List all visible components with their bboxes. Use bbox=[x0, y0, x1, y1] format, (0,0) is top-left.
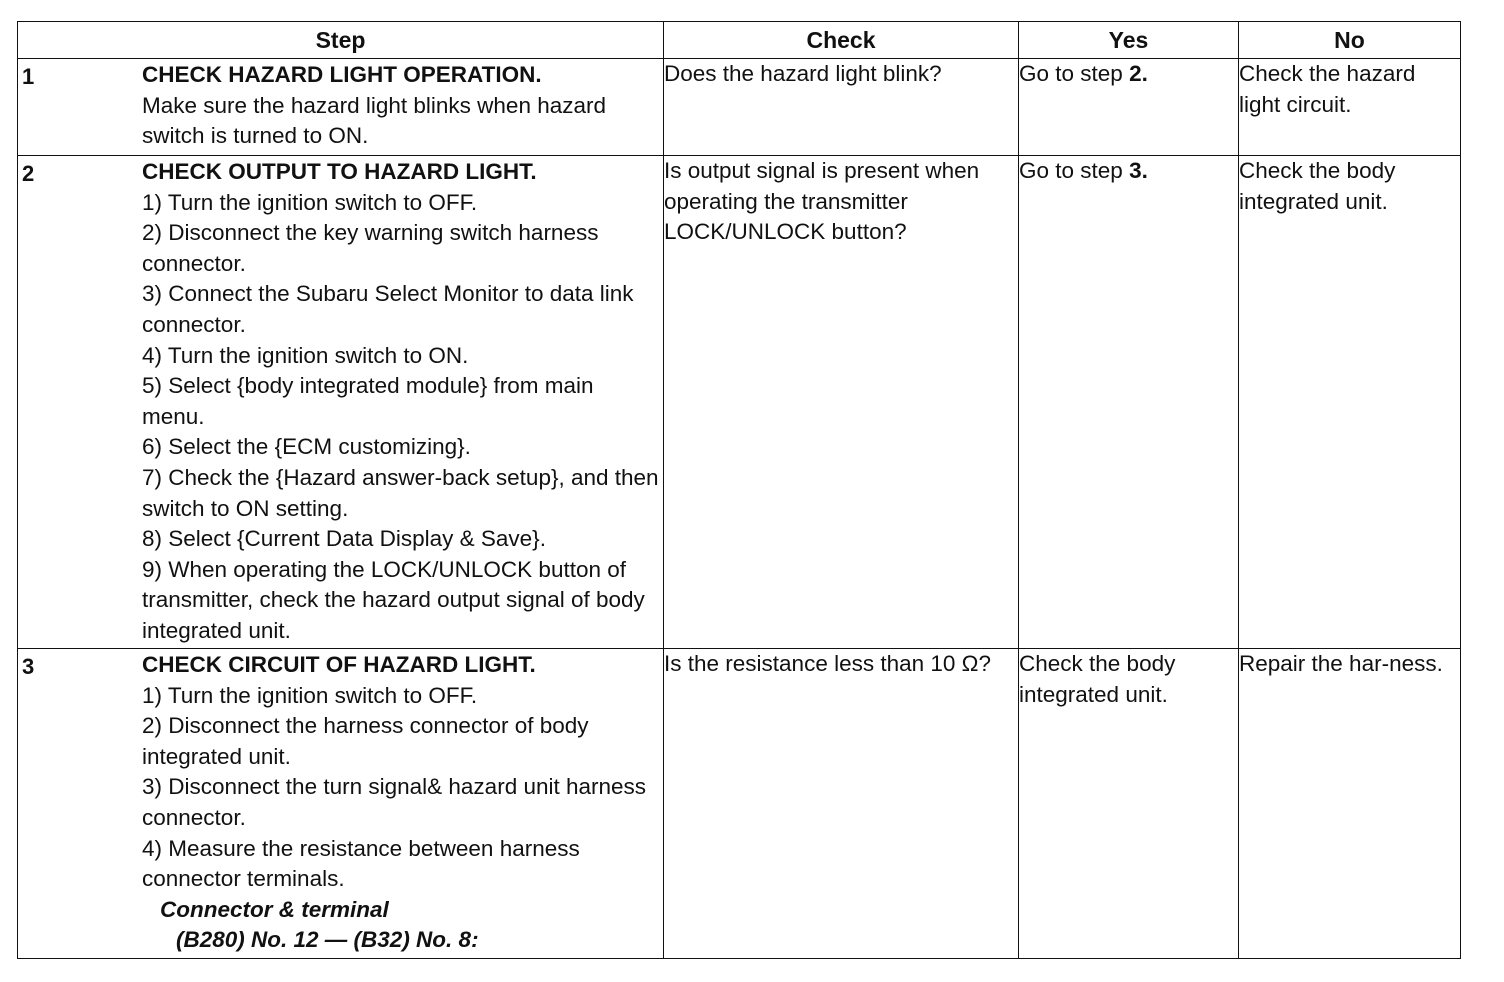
substep: 5) Select {body integrated module} from main menu. bbox=[142, 373, 594, 429]
step-number: 1 bbox=[22, 64, 35, 89]
substep: 1) Turn the ignition switch to OFF. bbox=[142, 682, 478, 708]
substep: 3) Disconnect the turn signal& hazard unit harness connector. bbox=[142, 774, 647, 830]
substep: 2) Disconnect the key warning switch harness connector. bbox=[142, 220, 599, 276]
connector-label: Connector & terminal bbox=[160, 896, 389, 922]
header-row bbox=[18, 22, 1461, 59]
check-cell: Does the hazard light blink? bbox=[664, 59, 1019, 156]
check-cell: Is output signal is present when operating the transmitter LOCK/UNLOCK button? bbox=[664, 156, 1019, 649]
yes-cell bbox=[1019, 156, 1239, 649]
substep: 3) Connect the Subaru Select Monitor to data link connector. bbox=[142, 281, 634, 337]
yes-cell: Check the body integrated unit. bbox=[1019, 649, 1239, 959]
step-number: 3 bbox=[22, 654, 35, 679]
substep: 7) Check the {Hazard answer-back setup}, and then switch to ON setting. bbox=[142, 464, 659, 521]
substep: 2) Disconnect the harness connector of body integrated unit. bbox=[142, 713, 589, 769]
step-title: CHECK CIRCUIT OF HAZARD LIGHT. bbox=[142, 652, 536, 677]
substep: 6) Select the {ECM customizing}. bbox=[142, 434, 471, 460]
step-title: CHECK HAZARD LIGHT OPERATION. bbox=[142, 62, 542, 87]
step-title: CHECK OUTPUT TO HAZARD LIGHT. bbox=[142, 159, 537, 184]
substep: 8) Select {Current Data Display & Save}. bbox=[142, 526, 546, 552]
connector-value: (B280) No. 12 — (B32) No. 8: bbox=[176, 927, 479, 953]
no-cell: Check the hazard light circuit. bbox=[1239, 59, 1461, 156]
step-cell bbox=[18, 59, 664, 156]
substep: 1) Turn the ignition switch to OFF. bbox=[142, 189, 478, 215]
no-cell: Repair the har-ness. bbox=[1239, 649, 1461, 959]
check-cell: Is the resistance less than 10 Ω? bbox=[664, 649, 1019, 959]
no-cell: Check the body integrated unit. bbox=[1239, 156, 1461, 649]
diagnostic-table bbox=[17, 21, 1461, 959]
yes-text: Go to step bbox=[1019, 61, 1130, 86]
header-step: Step bbox=[18, 22, 664, 59]
step-number: 2 bbox=[22, 161, 35, 186]
step-cell bbox=[18, 156, 664, 649]
header-yes: Yes bbox=[1019, 22, 1239, 59]
yes-step-link: 2. bbox=[1129, 61, 1148, 86]
header-no: No bbox=[1239, 22, 1461, 59]
substep: 4) Measure the resistance between harness connector terminals. bbox=[142, 835, 580, 892]
table-row bbox=[18, 156, 1461, 649]
yes-cell bbox=[1019, 59, 1239, 156]
yes-step-link: 3. bbox=[1129, 158, 1148, 183]
table-row bbox=[18, 59, 1461, 156]
step-description: Make sure the hazard light blinks when hazard switch is turned to ON. bbox=[142, 92, 607, 149]
step-cell bbox=[18, 649, 664, 959]
substep: 9) When operating the LOCK/UNLOCK button of transmitter, check the hazard output signal of body integrated unit. bbox=[142, 556, 645, 643]
header-check: Check bbox=[664, 22, 1019, 59]
table-row bbox=[18, 649, 1461, 959]
yes-text: Go to step bbox=[1019, 158, 1130, 183]
substep: 4) Turn the ignition switch to ON. bbox=[142, 342, 469, 368]
